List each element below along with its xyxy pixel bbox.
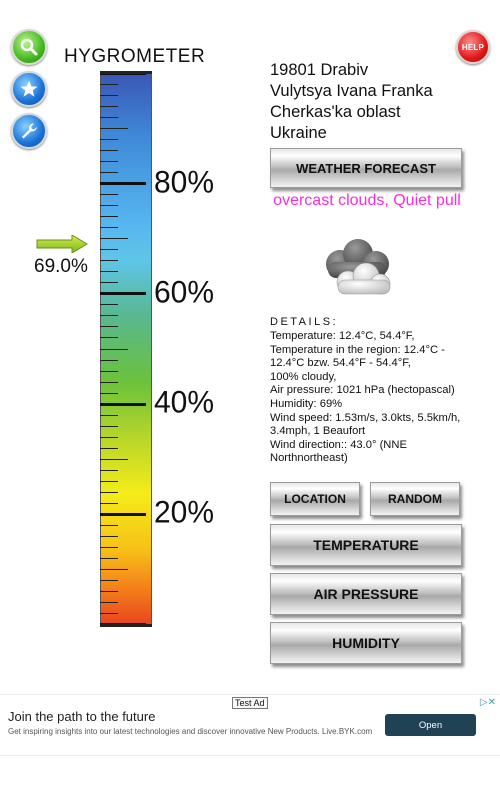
scale-tick <box>100 492 118 493</box>
scale-tick <box>100 448 118 449</box>
label-60: 60% <box>154 275 215 310</box>
label-20: 20% <box>154 495 215 530</box>
scale-tick <box>100 315 118 316</box>
random-button[interactable]: RANDOM <box>370 482 460 516</box>
scale-tick <box>100 470 118 471</box>
scale-tick <box>100 513 146 516</box>
detail-humidity: Humidity: 69% <box>270 397 343 410</box>
scale-tick <box>100 569 128 570</box>
scale-tick <box>100 161 118 162</box>
address-line-3: Cherkas'ka oblast <box>270 103 401 121</box>
scale-tick <box>100 591 118 592</box>
scale-tick <box>100 536 118 537</box>
detail-wind-direction: Wind direction:: 43.0° (NNE Northnortheast) <box>270 438 407 465</box>
scale-tick <box>100 326 118 327</box>
scale-top-cap <box>100 71 152 74</box>
temperature-button[interactable]: TEMPERATURE <box>270 524 462 566</box>
settings-button[interactable] <box>11 113 47 149</box>
scale-tick <box>100 349 128 350</box>
weather-forecast-button[interactable]: WEATHER FORECAST <box>270 148 462 188</box>
scale-tick <box>100 403 146 406</box>
scale-tick <box>100 249 118 250</box>
ad-open-button[interactable]: Open <box>385 714 476 736</box>
detail-temperature: Temperature: 12.4°C, 54.4°F, <box>270 330 415 342</box>
scale-tick <box>100 580 118 581</box>
scale-tick <box>100 503 118 504</box>
help-label: HELP <box>461 42 485 52</box>
scale-tick <box>100 216 118 217</box>
ad-banner[interactable] <box>0 694 500 756</box>
ad-badge: Test Ad <box>232 697 268 709</box>
scale-tick <box>100 205 118 206</box>
favorite-button[interactable] <box>11 71 47 107</box>
scale-tick <box>100 393 118 394</box>
adchoices-close-icon[interactable]: ▷✕ <box>479 697 496 708</box>
magnifier-icon <box>19 37 39 57</box>
scale-tick <box>100 84 118 85</box>
details-title: DETAILS: <box>270 316 339 328</box>
arrow-right-icon <box>36 235 88 253</box>
scale-tick <box>100 382 118 383</box>
details-list <box>270 330 470 466</box>
scale-tick <box>100 602 118 603</box>
scale-tick <box>100 95 118 96</box>
scale-tick <box>100 194 118 195</box>
location-button[interactable]: LOCATION <box>270 482 360 516</box>
scale-tick <box>100 260 118 261</box>
scale-tick <box>100 415 118 416</box>
weather-condition: overcast clouds, Quiet pull <box>273 192 461 209</box>
wrench-icon <box>19 121 39 141</box>
cloud-icon <box>318 238 396 302</box>
air-pressure-button[interactable]: AIR PRESSURE <box>270 573 462 615</box>
detail-wind-speed: Wind speed: 1.53m/s, 3.0kts, 5.5km/h, 3.4mph, 1 Beaufort <box>270 411 461 438</box>
scale-tick <box>100 150 118 151</box>
detail-air-pressure: Air pressure: 1021 hPa (hectopascal) <box>270 384 455 397</box>
scale-tick <box>100 106 118 107</box>
scale-tick <box>100 227 118 228</box>
scale-tick <box>100 172 118 173</box>
scale-tick <box>100 613 118 614</box>
scale-tick <box>100 481 118 482</box>
scale-tick <box>100 128 128 129</box>
label-40: 40% <box>154 385 215 420</box>
scale-tick <box>100 337 118 338</box>
scale-tick <box>100 437 118 438</box>
scale-tick <box>100 558 118 559</box>
detail-cloudiness: 100% cloudy, <box>270 370 337 383</box>
address-line-1: 19801 Drabiv <box>270 61 369 79</box>
detail-region-temperature: Temperature in the region: 12.4°C - 12.4°C bzw. 54.4°F - 54.4°F, <box>270 343 445 370</box>
search-button[interactable] <box>11 29 47 65</box>
ad-description: Get inspiring insights into our latest technologies and discover innovative New Products. Live.BYK.com <box>8 727 373 736</box>
label-80: 80% <box>154 165 215 200</box>
help-button[interactable] <box>456 30 490 64</box>
star-icon <box>19 79 39 99</box>
address-line-4: Ukraine <box>270 124 327 142</box>
humidity-button[interactable]: HUMIDITY <box>270 622 462 664</box>
location-address <box>270 60 490 144</box>
scale-bottom-cap <box>100 624 152 627</box>
ad-title[interactable]: Join the path to the future <box>8 709 156 724</box>
scale-tick <box>100 292 146 295</box>
scale-tick <box>100 304 118 305</box>
scale-tick <box>100 547 118 548</box>
scale-tick <box>100 282 118 283</box>
scale-tick <box>100 182 146 185</box>
scale-tick <box>100 426 118 427</box>
scale-tick <box>100 360 118 361</box>
scale-tick <box>100 139 118 140</box>
scale-tick <box>100 459 128 460</box>
scale-tick <box>100 371 118 372</box>
address-line-2: Vulytsya Ivana Franka <box>270 82 433 100</box>
scale-tick <box>100 271 118 272</box>
scale-tick <box>100 238 128 239</box>
page-title: HYGROMETER <box>64 46 206 67</box>
scale-tick <box>100 117 118 118</box>
scale-tick <box>100 525 118 526</box>
humidity-reading: 69.0% <box>34 256 88 277</box>
